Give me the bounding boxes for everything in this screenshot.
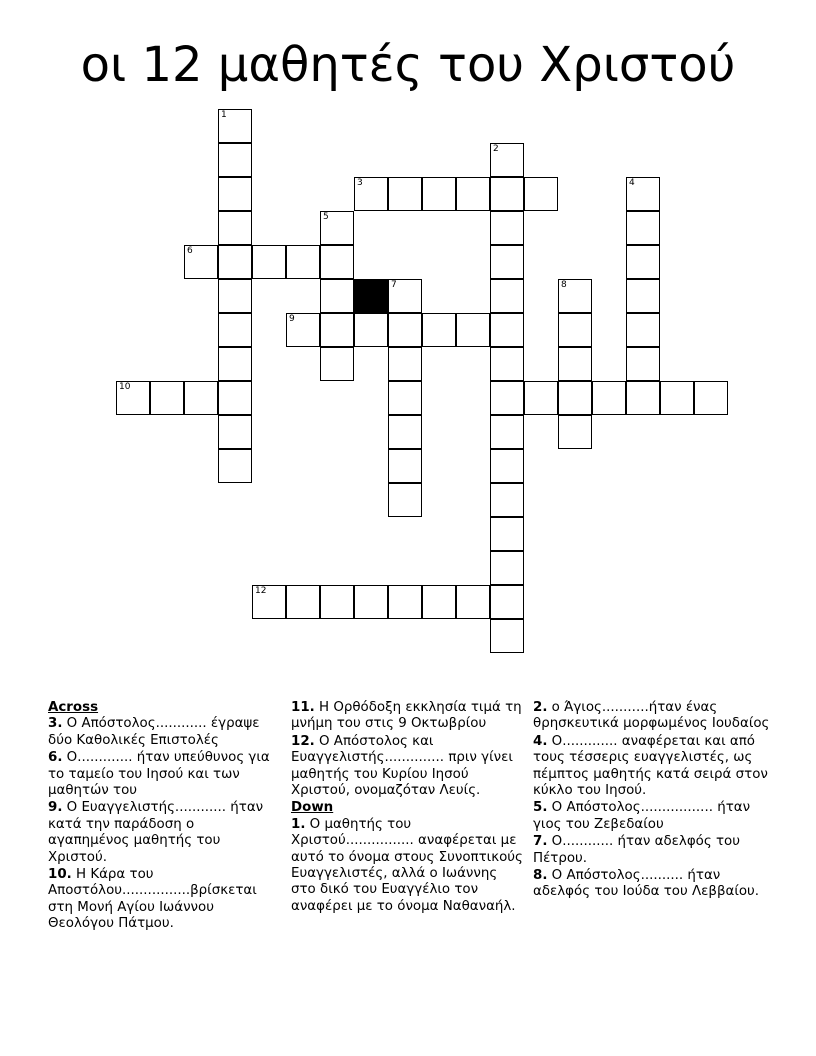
clue-number: 3.	[48, 716, 63, 732]
clue-number-label: 1	[221, 110, 227, 120]
clue-text: Ο Απόστολος............ έγραψε δύο Καθολικές Επιστολές	[48, 716, 260, 748]
clues-column-3	[533, 700, 773, 902]
grid-cell[interactable]	[490, 585, 524, 619]
grid-cell[interactable]	[218, 245, 252, 279]
clues-column-1	[48, 700, 273, 934]
grid-cell[interactable]	[422, 585, 456, 619]
grid-cell[interactable]	[252, 245, 286, 279]
grid-cell[interactable]	[626, 177, 660, 211]
clue-down-5	[533, 800, 773, 833]
grid-cell[interactable]	[320, 313, 354, 347]
clue-text: Ο............ ήταν αδελφός του Πέτρου.	[533, 834, 740, 866]
grid-cell[interactable]	[660, 381, 694, 415]
clue-number: 7.	[533, 834, 548, 850]
grid-cell[interactable]	[218, 347, 252, 381]
grid-cell[interactable]	[218, 279, 252, 313]
grid-cell[interactable]	[490, 483, 524, 517]
clue-down-2	[533, 700, 773, 733]
clue-across-9	[48, 800, 273, 866]
grid-cell[interactable]	[218, 313, 252, 347]
grid-cell[interactable]	[456, 313, 490, 347]
grid-cell[interactable]	[286, 585, 320, 619]
grid-cell[interactable]	[388, 449, 422, 483]
grid-cell[interactable]	[388, 415, 422, 449]
clue-text: Ο Ευαγγελιστής............ ήταν κατά την παράδοση ο αγαπημένος μαθητής του Χριστού.	[48, 800, 264, 865]
grid-cell[interactable]	[490, 381, 524, 415]
clue-number: 2.	[533, 700, 548, 715]
grid-cell[interactable]	[320, 245, 354, 279]
clue-number-label: 3	[357, 178, 363, 188]
clue-number-label: 7	[391, 280, 397, 290]
grid-cell[interactable]	[320, 585, 354, 619]
grid-cell[interactable]	[490, 415, 524, 449]
grid-cell[interactable]	[490, 313, 524, 347]
grid-cell[interactable]	[116, 381, 150, 415]
grid-cell[interactable]	[388, 483, 422, 517]
grid-cell[interactable]	[388, 347, 422, 381]
grid-cell[interactable]	[252, 585, 286, 619]
grid-cell[interactable]	[558, 279, 592, 313]
grid-cell[interactable]	[218, 211, 252, 245]
grid-cell[interactable]	[490, 347, 524, 381]
grid-cell[interactable]	[320, 279, 354, 313]
grid-cell[interactable]	[320, 347, 354, 381]
across-header: Across	[48, 700, 99, 715]
grid-cell[interactable]	[218, 381, 252, 415]
clue-number: 9.	[48, 800, 63, 816]
grid-cell[interactable]	[218, 177, 252, 211]
grid-cell[interactable]	[150, 381, 184, 415]
grid-cell[interactable]	[490, 517, 524, 551]
clue-number: 6.	[48, 750, 63, 766]
grid-cell[interactable]	[626, 279, 660, 313]
clue-number: 11.	[291, 700, 315, 715]
clue-number-label: 12	[255, 586, 267, 596]
grid-cell[interactable]	[626, 245, 660, 279]
clue-across-3	[48, 716, 273, 749]
down-header: Down	[291, 800, 334, 816]
clue-text: ο Άγιος...........ήταν ένας θρησκευτικά μορφωμένος Ιουδαίος	[533, 700, 770, 732]
grid-cell[interactable]	[218, 415, 252, 449]
clue-text: Αποστόλου................βρίσκεται	[48, 883, 257, 899]
grid-cell[interactable]	[354, 177, 388, 211]
clue-text: Η Κάρα του	[71, 867, 154, 883]
clue-text: Ο Απόστολος.......... ήταν αδελφός του Ιούδα του Λεββαίου.	[533, 868, 760, 900]
grid-cell[interactable]	[490, 143, 524, 177]
grid-cell[interactable]	[490, 551, 524, 585]
grid-cell[interactable]	[524, 177, 558, 211]
grid-cell[interactable]	[354, 313, 388, 347]
grid-cell[interactable]	[490, 449, 524, 483]
clue-down-7	[533, 834, 773, 867]
grid-cell[interactable]	[422, 177, 456, 211]
clue-number-label: 2	[493, 144, 499, 154]
grid-cell[interactable]	[184, 381, 218, 415]
clue-number: 12.	[291, 733, 315, 749]
clue-number: 1.	[291, 816, 306, 832]
clue-text: Ο Απόστολος και Ευαγγελιστής.............. πριν γίνει μαθητής του Κυρίου Ιησού Χριστού, ονομαζόταν Λευίς.	[291, 733, 513, 799]
clue-across-11	[291, 700, 523, 733]
grid-cell[interactable]	[490, 211, 524, 245]
clue-text: Ο............. ήταν υπεύθυνος για το ταμείο του Ιησού και των μαθητών του	[48, 750, 270, 799]
grid-cell[interactable]	[354, 585, 388, 619]
grid-cell[interactable]	[490, 177, 524, 211]
grid-cell[interactable]	[626, 313, 660, 347]
grid-cell[interactable]	[626, 347, 660, 381]
grid-cell[interactable]	[592, 381, 626, 415]
grid-cell[interactable]	[558, 415, 592, 449]
clue-number: 10.	[48, 867, 72, 883]
clue-down-4	[533, 734, 773, 800]
grid-cell[interactable]	[558, 347, 592, 381]
grid-cell[interactable]	[626, 381, 660, 415]
clue-text: Ο μαθητής του Χριστού................ αναφέρεται με αυτό το όνομα στους Συνοπτικούς Ευαγγελιστές, αλλά ο Ιωάννης στο δικό του Ευαγγέλιο τον αναφέρει με το όνομα Ναθαναήλ.	[291, 816, 523, 914]
clue-text: στη Μονή Αγίου Ιωάννου Θεολόγου Πάτμου.	[48, 899, 214, 932]
grid-cell[interactable]	[286, 245, 320, 279]
clues-column-2	[291, 700, 523, 916]
grid-cell[interactable]	[694, 381, 728, 415]
grid-cell[interactable]	[558, 313, 592, 347]
clue-text: Η Ορθόδοξη εκκλησία τιμά τη μνήμη του στις 9 Οκτωβρίου	[291, 700, 522, 732]
clue-down-8	[533, 868, 773, 901]
grid-cell[interactable]	[490, 619, 524, 653]
grid-cell[interactable]	[456, 585, 490, 619]
grid-cell[interactable]	[320, 211, 354, 245]
clue-across-6	[48, 750, 273, 799]
grid-cell[interactable]	[490, 279, 524, 313]
clue-down-1	[291, 817, 523, 915]
grid-cell[interactable]	[490, 245, 524, 279]
puzzle-title: οι 12 μαθητές του Χριστού	[80, 37, 736, 93]
grid-cell[interactable]	[524, 381, 558, 415]
grid-cell[interactable]	[388, 279, 422, 313]
grid-cell[interactable]	[388, 381, 422, 415]
black-cell	[354, 279, 388, 313]
grid-cell[interactable]	[218, 449, 252, 483]
clue-number-label: 9	[289, 314, 295, 324]
clue-number-label: 5	[323, 212, 329, 222]
grid-cell[interactable]	[388, 177, 422, 211]
clue-across-10	[48, 867, 273, 933]
grid-cell[interactable]	[422, 313, 456, 347]
clue-number-label: 10	[119, 382, 131, 392]
grid-cell[interactable]	[218, 143, 252, 177]
grid-cell[interactable]	[456, 177, 490, 211]
clue-number-label: 8	[561, 280, 567, 290]
grid-cell[interactable]	[388, 585, 422, 619]
clue-across-12	[291, 734, 523, 800]
grid-cell[interactable]	[286, 313, 320, 347]
clue-number: 8.	[533, 868, 548, 884]
clue-text: Ο............. αναφέρεται και από τους τέσσερις ευαγγελιστές, ως πέμπτος μαθητής κατά σειρά στον κύκλο του Ιησού.	[533, 733, 768, 799]
grid-cell[interactable]	[388, 313, 422, 347]
clue-number-label: 6	[187, 246, 193, 256]
grid-cell[interactable]	[558, 381, 592, 415]
clue-number: 4.	[533, 733, 548, 749]
clue-number-label: 4	[629, 178, 635, 188]
clue-number: 5.	[533, 800, 548, 816]
grid-cell[interactable]	[218, 109, 252, 143]
grid-cell[interactable]	[184, 245, 218, 279]
clue-text: Ο Απόστολος................. ήταν γιος του Ζεβεδαίου	[533, 800, 751, 832]
grid-cell[interactable]	[626, 211, 660, 245]
